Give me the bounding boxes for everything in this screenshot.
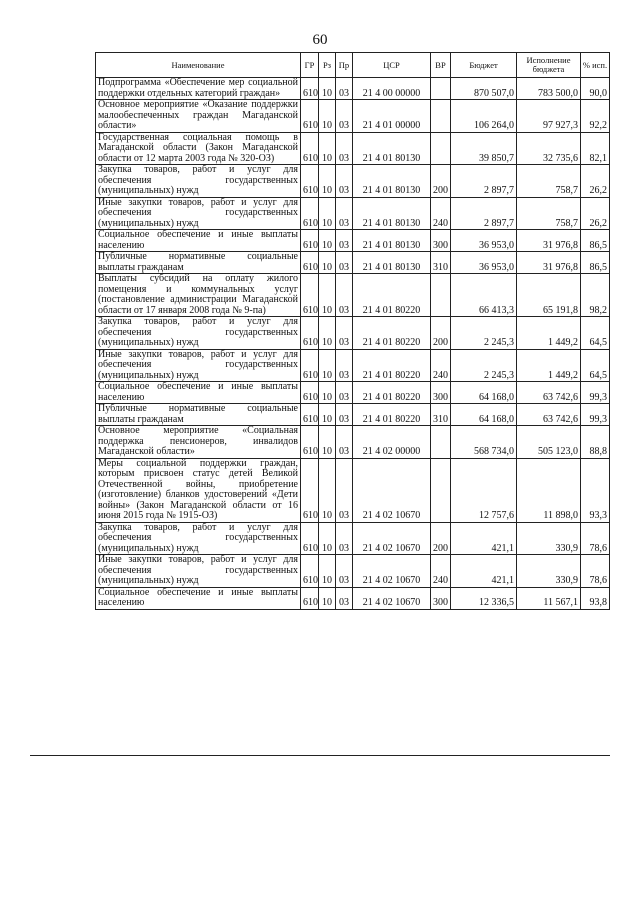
cell-execution: 31 976,8 xyxy=(517,252,581,274)
cell-budget: 64 168,0 xyxy=(451,382,517,404)
cell-percent: 64,5 xyxy=(581,349,610,382)
cell-pr: 03 xyxy=(336,165,353,198)
cell-name: Социальное обеспечение и иные выплаты населению xyxy=(96,587,301,609)
cell-rz: 10 xyxy=(319,555,336,588)
cell-name: Выплаты субсидий на оплату жилого помещения и коммунальных услуг (постановление администрации Магаданской области от 17 января 2008 года № 9-па) xyxy=(96,274,301,317)
table-row xyxy=(96,165,610,198)
header-csr: ЦСР xyxy=(353,53,431,78)
table-row xyxy=(96,252,610,274)
header-percent: % исп. xyxy=(581,53,610,78)
cell-rz: 10 xyxy=(319,165,336,198)
cell-percent: 26,2 xyxy=(581,165,610,198)
cell-name: Социальное обеспечение и иные выплаты населению xyxy=(96,230,301,252)
cell-budget: 64 168,0 xyxy=(451,404,517,426)
cell-gr: 610 xyxy=(301,587,319,609)
cell-budget: 2 245,3 xyxy=(451,317,517,350)
cell-percent: 99,3 xyxy=(581,404,610,426)
cell-csr: 21 4 01 00000 xyxy=(353,100,431,133)
cell-csr: 21 4 01 80130 xyxy=(353,197,431,230)
cell-vr xyxy=(431,78,451,100)
cell-rz: 10 xyxy=(319,252,336,274)
cell-percent: 26,2 xyxy=(581,197,610,230)
cell-pr: 03 xyxy=(336,132,353,165)
cell-percent: 98,2 xyxy=(581,274,610,317)
header-execution: Исполнение бюджета xyxy=(517,53,581,78)
cell-pr: 03 xyxy=(336,317,353,350)
cell-csr: 21 4 01 80220 xyxy=(353,317,431,350)
cell-vr: 240 xyxy=(431,349,451,382)
cell-rz: 10 xyxy=(319,132,336,165)
cell-pr: 03 xyxy=(336,458,353,522)
table-row xyxy=(96,458,610,522)
cell-pr: 03 xyxy=(336,587,353,609)
cell-rz: 10 xyxy=(319,274,336,317)
cell-vr: 310 xyxy=(431,252,451,274)
cell-gr: 610 xyxy=(301,522,319,555)
cell-rz: 10 xyxy=(319,317,336,350)
cell-gr: 610 xyxy=(301,426,319,459)
cell-pr: 03 xyxy=(336,100,353,133)
cell-vr: 310 xyxy=(431,404,451,426)
cell-rz: 10 xyxy=(319,349,336,382)
table-row xyxy=(96,274,610,317)
table-row xyxy=(96,197,610,230)
cell-budget: 2 897,7 xyxy=(451,197,517,230)
cell-budget: 421,1 xyxy=(451,555,517,588)
cell-percent: 99,3 xyxy=(581,382,610,404)
cell-name: Подпрограмма «Обеспечение мер социальной поддержки отдельных категорий граждан» xyxy=(96,78,301,100)
cell-name: Государственная социальная помощь в Магаданской области (Закон Магаданской области от 12 марта 2003 года № 320-ОЗ) xyxy=(96,132,301,165)
cell-gr: 610 xyxy=(301,100,319,133)
cell-budget: 12 757,6 xyxy=(451,458,517,522)
budget-execution-table xyxy=(95,52,610,610)
cell-gr: 610 xyxy=(301,165,319,198)
cell-name: Иные закупки товаров, работ и услуг для обеспечения государственных (муниципальных) нужд xyxy=(96,349,301,382)
cell-name: Закупка товаров, работ и услуг для обеспечения государственных (муниципальных) нужд xyxy=(96,165,301,198)
cell-csr: 21 4 01 80130 xyxy=(353,132,431,165)
header-gr: ГР xyxy=(301,53,319,78)
cell-budget: 36 953,0 xyxy=(451,230,517,252)
cell-percent: 92,2 xyxy=(581,100,610,133)
cell-rz: 10 xyxy=(319,458,336,522)
cell-vr xyxy=(431,458,451,522)
page-number: 60 xyxy=(312,32,328,48)
cell-vr: 200 xyxy=(431,165,451,198)
bottom-divider xyxy=(30,755,610,756)
cell-budget: 2 897,7 xyxy=(451,165,517,198)
cell-name: Социальное обеспечение и иные выплаты населению xyxy=(96,382,301,404)
cell-budget: 106 264,0 xyxy=(451,100,517,133)
cell-execution: 32 735,6 xyxy=(517,132,581,165)
table-body xyxy=(96,78,610,610)
cell-pr: 03 xyxy=(336,382,353,404)
cell-csr: 21 4 01 80130 xyxy=(353,165,431,198)
cell-pr: 03 xyxy=(336,78,353,100)
table-row xyxy=(96,317,610,350)
cell-execution: 65 191,8 xyxy=(517,274,581,317)
cell-csr: 21 4 01 80220 xyxy=(353,382,431,404)
cell-csr: 21 4 01 80130 xyxy=(353,230,431,252)
header-rz: Рз xyxy=(319,53,336,78)
cell-execution: 63 742,6 xyxy=(517,404,581,426)
cell-budget: 66 413,3 xyxy=(451,274,517,317)
table-row xyxy=(96,426,610,459)
table-row xyxy=(96,382,610,404)
cell-percent: 78,6 xyxy=(581,555,610,588)
cell-rz: 10 xyxy=(319,78,336,100)
cell-name: Закупка товаров, работ и услуг для обеспечения государственных (муниципальных) нужд xyxy=(96,522,301,555)
cell-name: Публичные нормативные социальные выплаты гражданам xyxy=(96,252,301,274)
cell-gr: 610 xyxy=(301,458,319,522)
table-row xyxy=(96,132,610,165)
cell-csr: 21 4 01 80130 xyxy=(353,252,431,274)
cell-csr: 21 4 01 80220 xyxy=(353,404,431,426)
cell-percent: 86,5 xyxy=(581,230,610,252)
table-row xyxy=(96,404,610,426)
cell-vr xyxy=(431,426,451,459)
cell-execution: 330,9 xyxy=(517,555,581,588)
cell-percent: 88,8 xyxy=(581,426,610,459)
cell-pr: 03 xyxy=(336,252,353,274)
cell-percent: 90,0 xyxy=(581,78,610,100)
cell-vr: 240 xyxy=(431,555,451,588)
cell-name: Иные закупки товаров, работ и услуг для обеспечения государственных (муниципальных) нужд xyxy=(96,197,301,230)
cell-rz: 10 xyxy=(319,230,336,252)
cell-pr: 03 xyxy=(336,197,353,230)
cell-vr xyxy=(431,132,451,165)
cell-name: Меры социальной поддержки граждан, которым присвоен статус детей Великой Отечественной войны, приобретение (изготовление) бланков удостоверений «Дети войны» (Закон Магаданской области от 16 июня 2015 года № 1915-ОЗ) xyxy=(96,458,301,522)
cell-gr: 610 xyxy=(301,404,319,426)
header-vr: ВР xyxy=(431,53,451,78)
table-header-row xyxy=(96,53,610,78)
cell-percent: 86,5 xyxy=(581,252,610,274)
cell-name: Закупка товаров, работ и услуг для обеспечения государственных (муниципальных) нужд xyxy=(96,317,301,350)
cell-execution: 330,9 xyxy=(517,522,581,555)
cell-csr: 21 4 00 00000 xyxy=(353,78,431,100)
cell-gr: 610 xyxy=(301,252,319,274)
cell-percent: 93,3 xyxy=(581,458,610,522)
cell-execution: 11 567,1 xyxy=(517,587,581,609)
table-row xyxy=(96,522,610,555)
cell-rz: 10 xyxy=(319,197,336,230)
cell-execution: 505 123,0 xyxy=(517,426,581,459)
table-row xyxy=(96,100,610,133)
cell-budget: 421,1 xyxy=(451,522,517,555)
cell-csr: 21 4 02 10670 xyxy=(353,587,431,609)
table-row xyxy=(96,349,610,382)
cell-percent: 64,5 xyxy=(581,317,610,350)
cell-budget: 2 245,3 xyxy=(451,349,517,382)
cell-csr: 21 4 02 10670 xyxy=(353,555,431,588)
cell-csr: 21 4 01 80220 xyxy=(353,349,431,382)
cell-vr: 240 xyxy=(431,197,451,230)
cell-execution: 1 449,2 xyxy=(517,317,581,350)
cell-vr: 300 xyxy=(431,587,451,609)
cell-gr: 610 xyxy=(301,197,319,230)
cell-rz: 10 xyxy=(319,404,336,426)
cell-rz: 10 xyxy=(319,587,336,609)
cell-vr xyxy=(431,100,451,133)
table-row xyxy=(96,587,610,609)
header-pr: Пр xyxy=(336,53,353,78)
cell-execution: 783 500,0 xyxy=(517,78,581,100)
cell-gr: 610 xyxy=(301,349,319,382)
cell-percent: 82,1 xyxy=(581,132,610,165)
table-row xyxy=(96,230,610,252)
cell-pr: 03 xyxy=(336,349,353,382)
table-row xyxy=(96,78,610,100)
cell-budget: 12 336,5 xyxy=(451,587,517,609)
cell-gr: 610 xyxy=(301,274,319,317)
cell-rz: 10 xyxy=(319,382,336,404)
cell-percent: 78,6 xyxy=(581,522,610,555)
cell-rz: 10 xyxy=(319,522,336,555)
cell-csr: 21 4 02 10670 xyxy=(353,458,431,522)
cell-budget: 870 507,0 xyxy=(451,78,517,100)
cell-budget: 36 953,0 xyxy=(451,252,517,274)
cell-execution: 31 976,8 xyxy=(517,230,581,252)
cell-name: Иные закупки товаров, работ и услуг для обеспечения государственных (муниципальных) нужд xyxy=(96,555,301,588)
cell-gr: 610 xyxy=(301,317,319,350)
cell-vr: 300 xyxy=(431,230,451,252)
cell-gr: 610 xyxy=(301,555,319,588)
table-row xyxy=(96,555,610,588)
cell-budget: 568 734,0 xyxy=(451,426,517,459)
cell-execution: 758,7 xyxy=(517,165,581,198)
cell-budget: 39 850,7 xyxy=(451,132,517,165)
header-name: Наименование xyxy=(96,53,301,78)
cell-gr: 610 xyxy=(301,132,319,165)
cell-name: Публичные нормативные социальные выплаты гражданам xyxy=(96,404,301,426)
cell-execution: 758,7 xyxy=(517,197,581,230)
cell-pr: 03 xyxy=(336,274,353,317)
cell-csr: 21 4 02 00000 xyxy=(353,426,431,459)
cell-pr: 03 xyxy=(336,426,353,459)
cell-vr: 200 xyxy=(431,317,451,350)
cell-vr: 300 xyxy=(431,382,451,404)
cell-rz: 10 xyxy=(319,100,336,133)
cell-name: Основное мероприятие «Социальная поддержка пенсионеров, инвалидов Магаданской области» xyxy=(96,426,301,459)
cell-pr: 03 xyxy=(336,555,353,588)
cell-execution: 97 927,3 xyxy=(517,100,581,133)
cell-pr: 03 xyxy=(336,404,353,426)
cell-vr xyxy=(431,274,451,317)
cell-csr: 21 4 02 10670 xyxy=(353,522,431,555)
header-budget: Бюджет xyxy=(451,53,517,78)
cell-vr: 200 xyxy=(431,522,451,555)
cell-execution: 11 898,0 xyxy=(517,458,581,522)
cell-csr: 21 4 01 80220 xyxy=(353,274,431,317)
cell-name: Основное мероприятие «Оказание поддержки малообеспеченных граждан Магаданской области» xyxy=(96,100,301,133)
cell-execution: 63 742,6 xyxy=(517,382,581,404)
cell-execution: 1 449,2 xyxy=(517,349,581,382)
cell-gr: 610 xyxy=(301,230,319,252)
cell-percent: 93,8 xyxy=(581,587,610,609)
cell-pr: 03 xyxy=(336,522,353,555)
cell-gr: 610 xyxy=(301,382,319,404)
cell-gr: 610 xyxy=(301,78,319,100)
cell-rz: 10 xyxy=(319,426,336,459)
cell-pr: 03 xyxy=(336,230,353,252)
